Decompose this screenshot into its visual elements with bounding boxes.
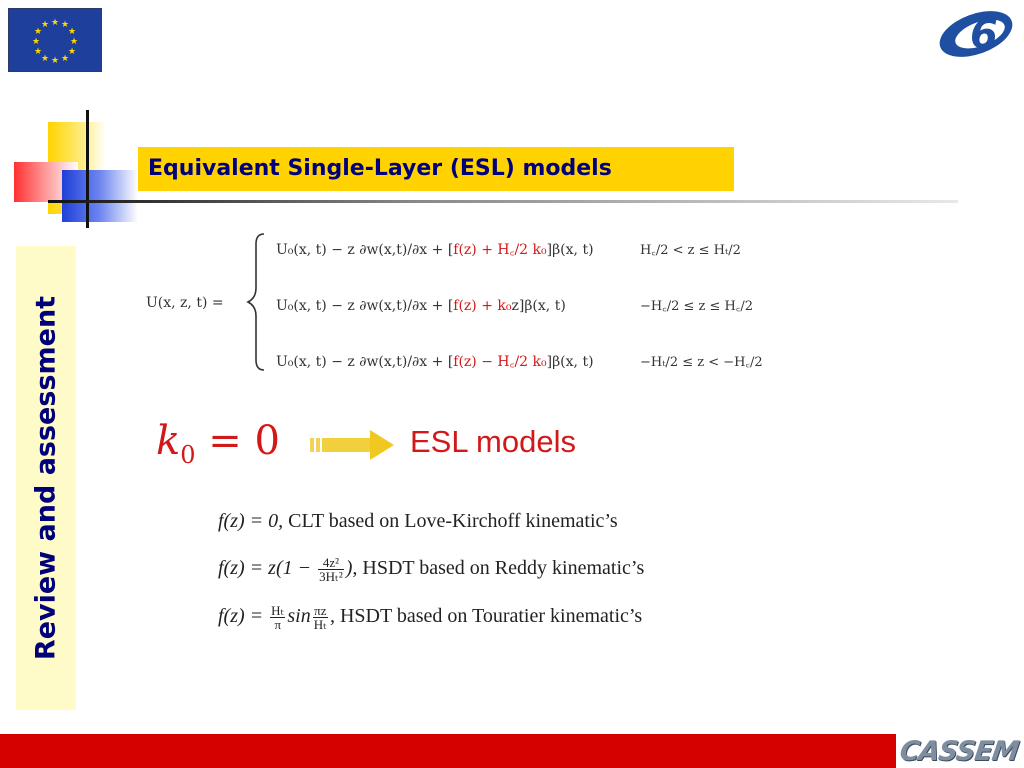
svg-text:★: ★ bbox=[33, 47, 43, 57]
svg-text:U₀(x, t) − z ∂w(x,t)/∂x + [f(z bbox=[276, 242, 594, 258]
svg-text:★: ★ bbox=[67, 27, 77, 37]
svg-text:★: ★ bbox=[33, 27, 43, 37]
footer-bar bbox=[0, 734, 896, 768]
eq-row3-red: f(z) − H꜀/2 k₀ bbox=[453, 354, 547, 370]
k0-rest: = 0 bbox=[195, 418, 280, 464]
eq-row2-red: f(z) + k₀ bbox=[453, 298, 512, 314]
fz-line-clt bbox=[218, 510, 618, 533]
fz2-desc: HSDT based on Reddy kinematic’s bbox=[362, 557, 645, 580]
eq-row1-post: ]β(x, t) bbox=[546, 242, 594, 258]
eq-row2-pre: U₀(x, t) − z ∂w(x,t)/∂x + [ bbox=[276, 298, 454, 314]
fz2-expr-pre: f(z) = z(1 − bbox=[218, 557, 317, 580]
eq-row3-post: ]β(x, t) bbox=[546, 354, 594, 370]
svg-text:★: ★ bbox=[67, 47, 77, 57]
svg-text:★: ★ bbox=[40, 20, 50, 30]
fz2-fraction: $\frac{\text{4z²}}{\text{3Hₜ²}}$ bbox=[319, 555, 343, 584]
eq-row2-cond: −H꜀/2 ≤ z ≤ H꜀/2 bbox=[640, 299, 754, 314]
fz3-expr-pre: f(z) = bbox=[218, 605, 269, 628]
cassem-logo: CASSEM bbox=[897, 736, 1021, 767]
eq-row1-pre: U₀(x, t) − z ∂w(x,t)/∂x + [ bbox=[276, 242, 454, 258]
fz3-sin: sin bbox=[287, 605, 311, 628]
k0-condition bbox=[156, 418, 280, 469]
equation-lhs: U(x, z, t) = bbox=[146, 295, 224, 311]
displacement-equation bbox=[140, 228, 790, 378]
svg-text:U₀(x, t) − z ∂w(x,t)/∂x + [f(z bbox=[276, 354, 594, 370]
svg-text:6: 6 bbox=[970, 12, 998, 58]
eq-row3-cond: −Hₜ/2 ≤ z < −H꜀/2 bbox=[640, 355, 763, 370]
k0-var: k bbox=[156, 418, 181, 464]
eq-row2-post: z]β(x, t) bbox=[511, 298, 566, 314]
fz3-expr-post: , bbox=[329, 605, 335, 628]
side-label bbox=[16, 246, 76, 710]
fp6-logo-icon bbox=[936, 4, 1020, 60]
svg-text:★: ★ bbox=[50, 18, 60, 28]
fz1-expr: f(z) = 0, bbox=[218, 510, 284, 532]
svg-text:U₀(x, t) − z ∂w(x,t)/∂x + [f(z bbox=[276, 298, 566, 314]
title-decoration-blue bbox=[62, 170, 138, 222]
eq-row1-cond: H꜀/2 < z ≤ Hₜ/2 bbox=[640, 243, 741, 258]
esl-models-label: ESL models bbox=[410, 424, 576, 459]
eq-row3-pre: U₀(x, t) − z ∂w(x,t)/∂x + [ bbox=[276, 354, 454, 370]
svg-text:★: ★ bbox=[50, 56, 60, 66]
fz-line-reddy bbox=[218, 556, 644, 583]
fz2-expr-post: ), bbox=[345, 557, 358, 580]
right-arrow-icon bbox=[310, 428, 396, 462]
svg-text:★: ★ bbox=[60, 54, 70, 64]
svg-text:★: ★ bbox=[60, 20, 70, 30]
svg-text:★: ★ bbox=[40, 54, 50, 64]
eu-stars bbox=[9, 9, 101, 71]
k0-sub: 0 bbox=[180, 441, 196, 469]
slide-title: Equivalent Single-Layer (ESL) models bbox=[148, 156, 612, 181]
svg-text:★: ★ bbox=[69, 37, 79, 47]
title-divider-vertical bbox=[86, 110, 89, 228]
svg-text:★: ★ bbox=[31, 37, 41, 47]
fz3-fraction2: $\frac{\pi z}{\text{Hₜ}}$ bbox=[313, 603, 327, 632]
fz3-fraction1: $\frac{\text{Hₜ}}{\pi}$ bbox=[271, 603, 285, 632]
fz3-desc: HSDT based on Touratier kinematic’s bbox=[339, 605, 643, 628]
side-label-text: Review and assessment bbox=[30, 295, 62, 661]
title-divider-horizontal bbox=[48, 200, 958, 203]
eu-flag-icon bbox=[8, 8, 102, 72]
fz1-desc: CLT based on Love-Kirchoff kinematic’s bbox=[288, 510, 618, 532]
eq-row1-red: f(z) + H꜀/2 k₀ bbox=[453, 242, 547, 258]
fz-line-touratier bbox=[218, 604, 642, 631]
